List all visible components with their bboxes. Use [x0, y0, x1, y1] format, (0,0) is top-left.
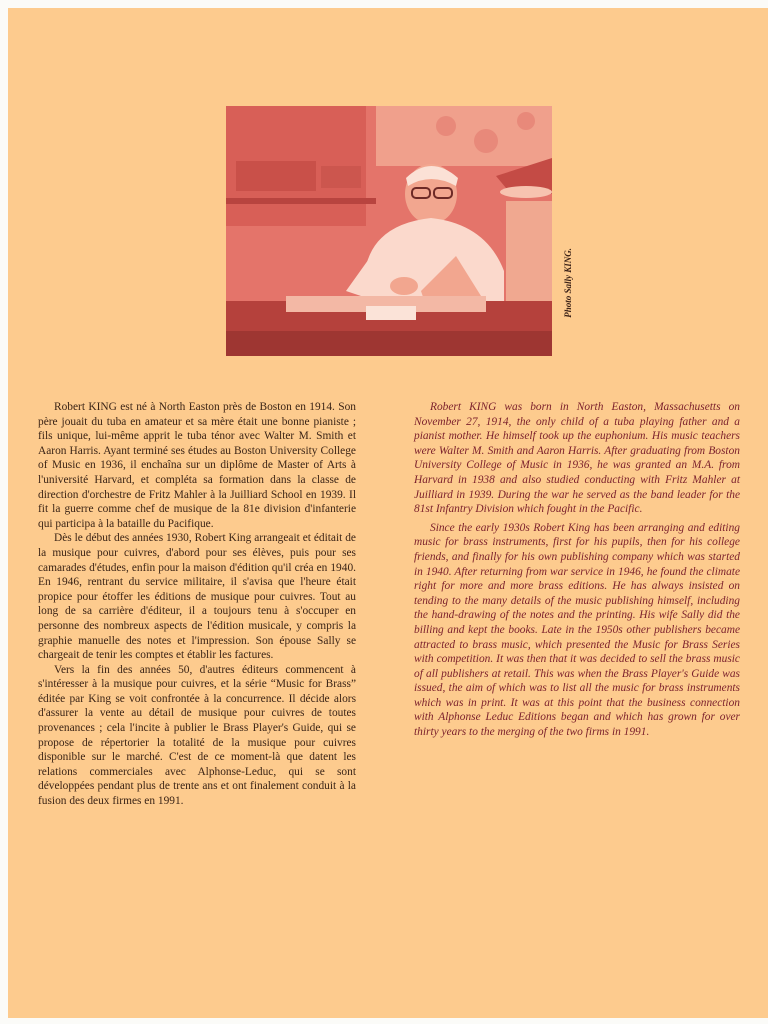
photo-credit: Photo Sally KING. — [563, 248, 573, 318]
english-column — [414, 400, 740, 744]
portrait-photo — [226, 106, 552, 356]
english-paragraph: Since the early 1930s Robert King has been arranging and editing music for brass instruments, first for his pupils, then for his college friends, and finally for his own publishing company which was started in 1940. After returning from war service in 1946, he found the climate right for more and more brass editions. He has always insisted on tending to the many details of the music publishing himself, including the hand-drawing of the notes and the printing. His wife Sally did the billing and kept the books. Late in the 1950s other publishers became attracted to brass music, which presented the Music for Brass Series with competition. It was then that it was decided to sell the brass music of all publishers at retail. This was when the Brass Player's Guide was issued, the aim of which was to list all the music for brass instruments which was in print. It was at this point that the business connection with Alphonse Leduc Editions began and which has grown for over thirty years to the merging of the two firms in 1991. — [414, 521, 740, 739]
portrait-illustration — [226, 106, 552, 356]
english-paragraph: Robert KING was born in North Easton, Massachusetts on November 27, 1914, the only child of a tuba playing father and a pianist mother. He himself took up the euphonium. His music teachers were Walter M. Smith and Aaron Harris. After graduating from Boston University College of Music in 1936, he was granted an M.A. from Harvard in 1938 and also studied conducting with Fritz Mahler at Juilliard in 1939. During the war he served as the band leader for the 81st Infantry Division which fought in the Pacific. — [414, 401, 740, 516]
french-column — [38, 400, 356, 809]
french-paragraph: Vers la fin des années 50, d'autres éditeurs commencent à s'intéresser à la musique pour cuivres, et la série “Music for Brass” éditée par King se voit confrontée à la concurrence. Il décide alors d'assurer la vente au détail de musique pour cuivres de toutes provenances ; cela l'incite à publier le Brass Player's Guide, qui se propose de répertorier la totalité de la musique pour cuivres disponible sur le marché. C'est de ce moment-là que datent les relations commerciales avec Alphonse-Leduc, qui se sont développées pendant plus de trente ans et ont finalement conduit à la fusion des deux firmes en 1991. — [38, 663, 356, 808]
booklet-page — [8, 8, 768, 1018]
french-paragraph: Dès le début des années 1930, Robert King arrangeait et éditait de la musique pour cuivres, d'abord pour ses élèves, puis pour ses camarades d'études, enfin pour la maison d'édition qu'il créa en 1940. En 1946, rentrant du service militaire, il s'avisa que l'heure était propice pour étoffer les éditions de musique pour cuivres. Tout au long de sa carrière d'éditeur, il a toujours tenu à s'occuper en personne des nombreux aspects de l'édition musicale, y compris la graphie manuelle des notes et l'impression. Son épouse Sally se chargeait de tenir les comptes et établir les factures. — [38, 532, 356, 662]
french-paragraph: Robert KING est né à North Easton près de Boston en 1914. Son père jouait du tuba en amateur et sa mère était une bonne pianiste ; fils unique, lui-même apprit le tuba ténor avec Walter M. Smith et Aaron Harris. Ayant terminé ses études au Boston University College of Music en 1936, il enchaîna sur un diplôme de Master of Arts à l'université Harvard, et compléta sa formation dans la classe de direction d'orchestre de Fritz Mahler à la Juilliard School en 1939. Il fit la guerre comme chef de musique de la 81e division d'infanterie qui participa à la bataille du Pacifique. — [38, 401, 356, 530]
